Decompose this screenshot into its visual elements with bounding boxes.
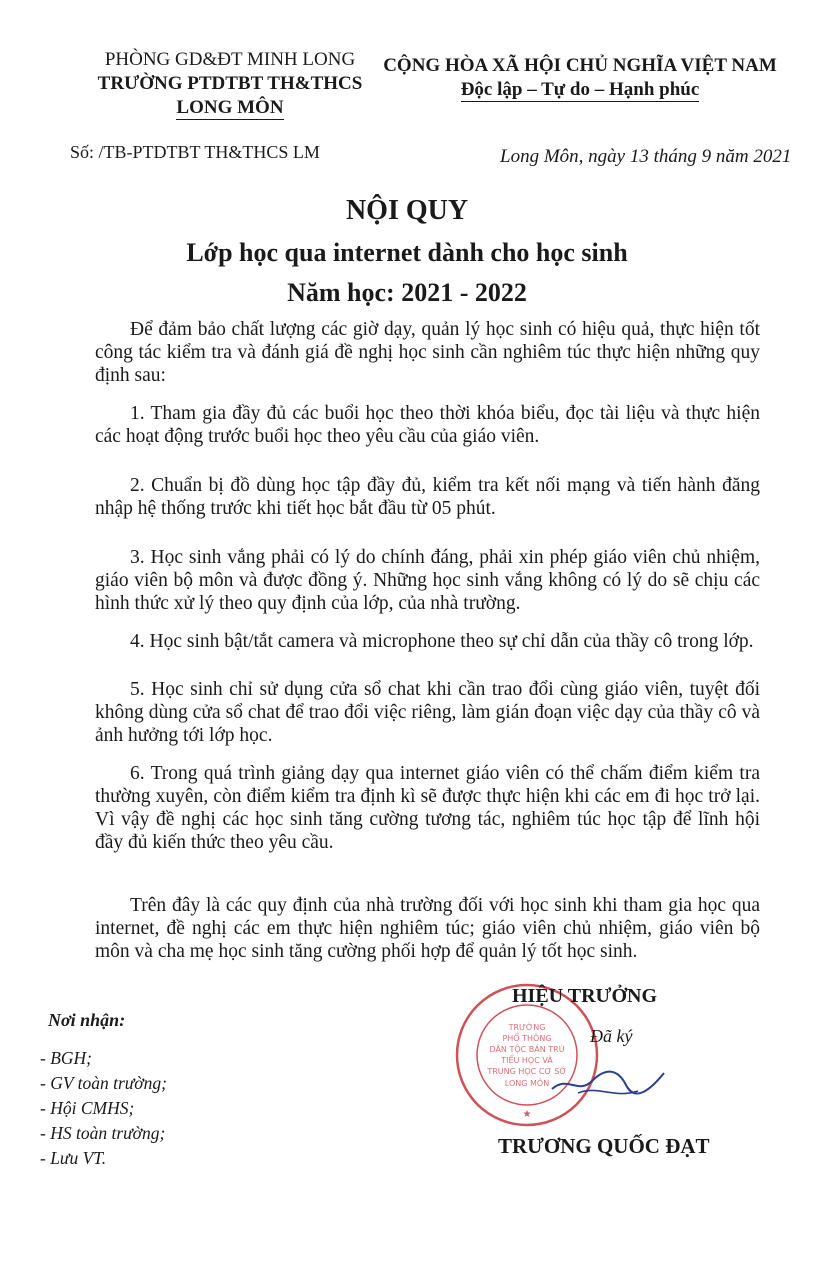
svg-text:TRUNG HỌC CƠ SỞ: TRUNG HỌC CƠ SỞ [487,1067,567,1076]
svg-text:PHỔ THÔNG: PHỔ THÔNG [502,1034,552,1043]
document-date: Long Môn, ngày 13 tháng 9 năm 2021 [500,146,792,167]
intro-paragraph: Để đảm bảo chất lượng các giờ dạy, quản lý học sinh có hiệu quả, thực hiện tốt công tác kiểm tra và đánh giá đề nghị học sinh cần nghiêm túc thực hiện những quy định sau: [95,319,760,386]
issuer-block [70,48,390,120]
svg-text:★: ★ [522,1109,532,1120]
national-heading [380,54,780,102]
signed-note: Đã ký [590,1026,633,1046]
country-name: CỘNG HÒA XÃ HỘI CHỦ NGHĨA VIỆT NAM [383,55,777,76]
recipient-item: - Lưu VT. [40,1148,107,1168]
national-motto: Độc lập – Tự do – Hạnh phúc [460,79,700,100]
signer-name: TRƯƠNG QUỐC ĐẠT [498,1134,710,1158]
document-subtitle: Lớp học qua internet dành cho học sinh [186,238,628,267]
recipients-list [40,1046,167,1171]
recipient-item: - HS toàn trường; [40,1123,166,1143]
signer-title: HIỆU TRƯỞNG [512,985,658,1007]
recipient-item: - Hội CMHS; [40,1098,135,1118]
document-title: NỘI QUY [345,195,469,226]
svg-text:LONG MÔN: LONG MÔN [504,1079,550,1088]
rule-6: 6. Trong quá trình giảng dạy qua internet giáo viên có thể chấm điểm kiểm tra thường xuyên, còn điểm kiểm tra định kì sẽ được thực hiện khi các em đi học trở lại. Vì vậy đề nghị các học sinh tăng cường tương tác, nghiêm túc học tập để lĩnh hội đầy đủ kiến thức theo yêu cầu. [95,763,760,853]
svg-text:TIỂU HỌC VÀ: TIỂU HỌC VÀ [501,1056,553,1065]
recipient-item: - BGH; [40,1048,92,1068]
svg-text:DÂN TỘC BÁN TRÚ: DÂN TỘC BÁN TRÚ [489,1045,565,1054]
issuer-school-line2: LONG MÔN [176,97,284,118]
recipient-item: - GV toàn trường; [40,1073,167,1093]
rule-1: 1. Tham gia đầy đủ các buổi học theo thời khóa biểu, đọc tài liệu và thực hiện các hoạt động trước buổi học theo yêu cầu của giáo viên. [95,403,760,447]
rule-4: 4. Học sinh bật/tắt camera và microphone theo sự chỉ dẫn của thầy cô trong lớp. [130,631,754,652]
school-year: Năm học: 2021 - 2022 [287,278,527,307]
rule-3: 3. Học sinh vắng phải có lý do chính đáng, phải xin phép giáo viên chủ nhiệm, giáo viên bộ môn và được đồng ý. Những học sinh vắng không có lý do sẽ chịu các hình thức xử lý theo quy định của lớp, của nhà trường. [95,547,760,614]
recipients-title: Nơi nhận: [48,1010,126,1030]
issuer-org: PHÒNG GD&ĐT MINH LONG [104,49,356,70]
closing-paragraph: Trên đây là các quy định của nhà trường đối với học sinh khi tham gia học qua internet, đề nghị các em thực hiện nghiêm túc; giáo viên chủ nhiệm, giáo viên bộ môn và cha mẹ học sinh tăng cường phối hợp để quản lý tốt học sinh. [95,895,760,962]
rule-5: 5. Học sinh chỉ sử dụng cửa sổ chat khi cần trao đổi cùng giáo viên, tuyệt đối không dùng cửa sổ chat để trao đổi việc riêng, làm gián đoạn việc dạy của thầy cô và ảnh hưởng tới lớp học. [95,679,760,746]
svg-text:TRƯỜNG: TRƯỜNG [508,1023,546,1032]
rule-2: 2. Chuẩn bị đồ dùng học tập đầy đủ, kiểm tra kết nối mạng và tiến hành đăng nhập hệ thống trước khi tiết học bắt đầu từ 05 phút. [95,475,760,519]
handwritten-signature [548,1055,668,1105]
issuer-school-line1: TRƯỜNG PTDTBT TH&THCS [97,73,363,94]
document-number: Số: /TB-PTDTBT TH&THCS LM [70,142,320,162]
